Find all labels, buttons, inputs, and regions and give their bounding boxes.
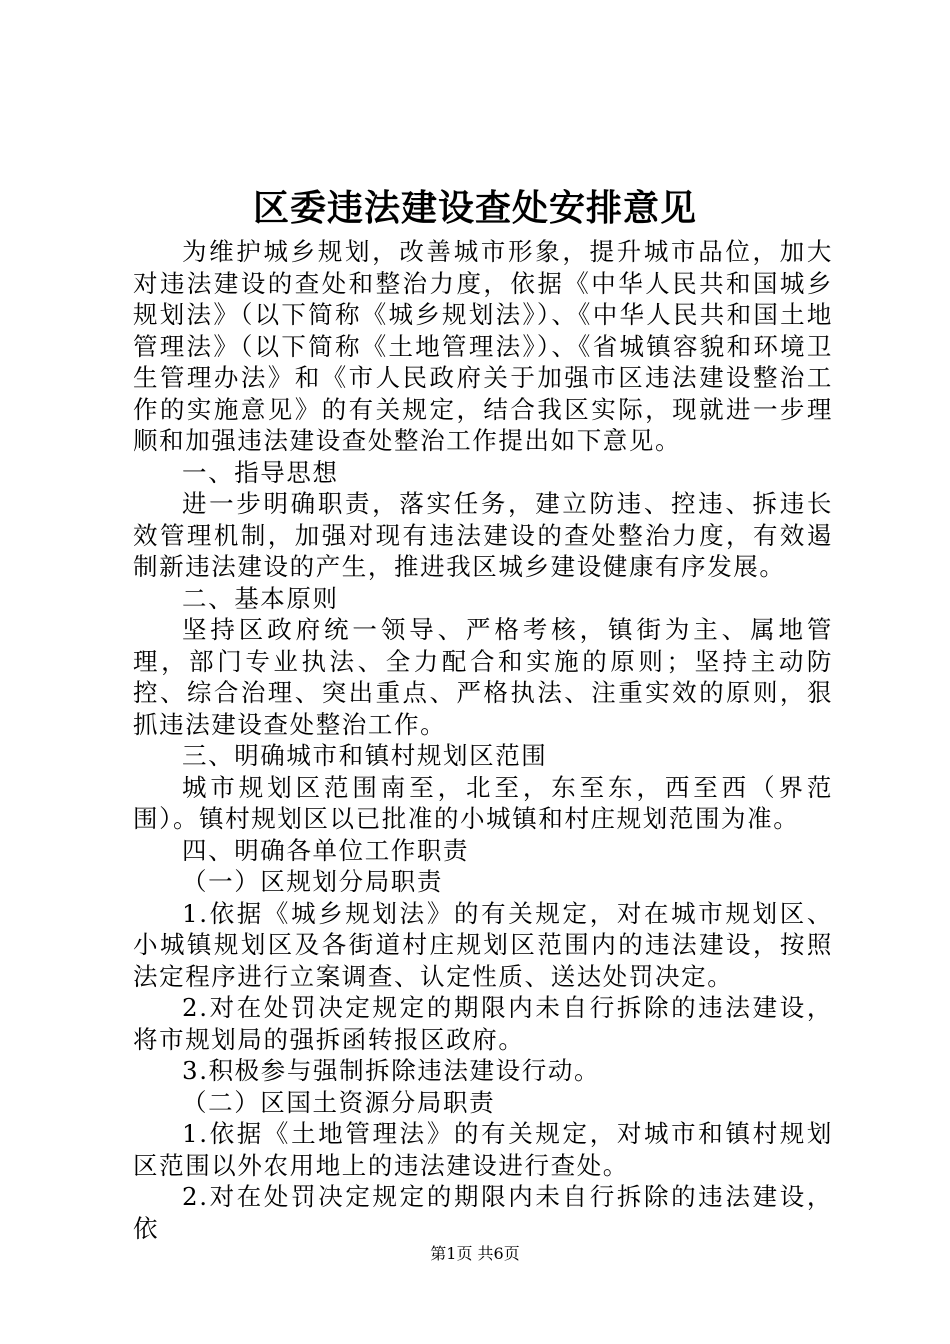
page-number-footer: 第1页 共6页 — [430, 1244, 520, 1263]
subsection-heading-planning-bureau: （一）区规划分局职责 — [182, 867, 443, 896]
section-heading-guiding-thought: 一、指导思想 — [182, 457, 339, 487]
list-item-planning-3: 3.积极参与强制拆除违法建设行动。 — [182, 1056, 601, 1085]
subsection-heading-land-bureau: （二）区国土资源分局职责 — [182, 1087, 496, 1117]
paragraph-guiding-thought: 进一步明确职责，落实任务，建立防违、控违、拆违长效管理机制，加强对现有违法建设的查处整治力度，有效遏制新违法建设的产生，推进我区城乡建设健康有序发展。 — [133, 489, 833, 581]
paragraph-intro: 为维护城乡规划，改善城市形象，提升城市品位，加大对违法建设的查处和整治力度，依据《中华人民共和国城乡规划法》（以下简称《城乡规划法》）、《中华人民共和国土地管理法》（以下简称《土地管理法》）、《省城镇容貌和环境卫生管理办法》和《市人民政府关于加强市区违法建设整治工作的实施意见》的有关规定，结合我区实际，现就进一步理顺和加强违法建设查处整治工作提出如下意见。 — [133, 237, 833, 455]
paragraph-basic-principles: 坚持区政府统一领导、严格考核，镇街为主、属地管理，部门专业执法、全力配合和实施的原则；坚持主动防控、综合治理、突出重点、严格执法、注重实效的原则，狠抓违法建设查处整治工作。 — [133, 615, 833, 739]
list-item-land-2: 2.对在处罚决定规定的期限内未自行拆除的违法建设，依 — [133, 1182, 833, 1243]
list-item-planning-2: 2.对在处罚决定规定的期限内未自行拆除的违法建设，将市规划局的强拆函转报区政府。 — [133, 993, 833, 1054]
paragraph-planning-scope: 城市规划区范围南至，北至，东至东，西至西（界范围）。镇村规划区以已批准的小城镇和村庄规划范围为准。 — [133, 772, 833, 833]
section-heading-responsibilities: 四、明确各单位工作职责 — [182, 835, 470, 865]
section-heading-planning-scope: 三、明确城市和镇村规划区范围 — [182, 741, 548, 770]
document-body — [133, 236, 833, 1244]
document-title: 区委违法建设查处安排意见 — [252, 187, 697, 229]
list-item-land-1: 1.依据《土地管理法》的有关规定，对城市和镇村规划区范围以外农用地上的违法建设进行查处。 — [133, 1119, 833, 1180]
section-heading-basic-principles: 二、基本原则 — [182, 583, 339, 613]
list-item-planning-1: 1.依据《城乡规划法》的有关规定，对在城市规划区、小城镇规划区及各街道村庄规划区范围内的违法建设，按照法定程序进行立案调查、认定性质、送达处罚决定。 — [133, 898, 833, 991]
